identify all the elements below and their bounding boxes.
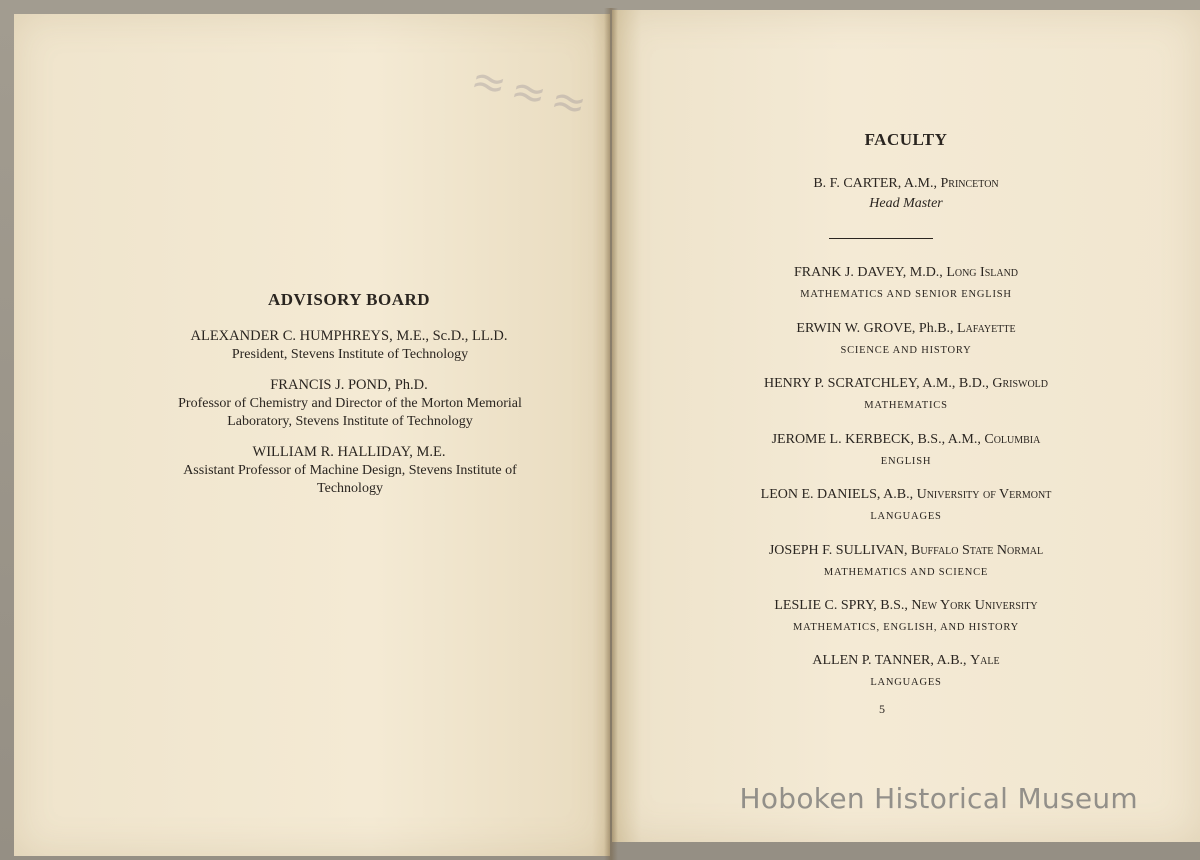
faculty-name: JEROME L. KERBECK, B.S., A.M., Columbia bbox=[771, 432, 1041, 447]
faculty-subject: MATHEMATICS bbox=[864, 400, 948, 411]
divider-rule bbox=[829, 238, 933, 239]
member-name: ALEXANDER C. HUMPHREYS, M.E., Sc.D., LL.D. bbox=[190, 328, 508, 344]
head-master-name: B. F. CARTER, A.M., Princeton bbox=[813, 176, 999, 191]
member-description: Laboratory, Stevens Institute of Technology bbox=[227, 414, 473, 429]
page-number: 5 bbox=[879, 702, 885, 716]
member-description: Assistant Professor of Machine Design, Stevens Institute of bbox=[183, 463, 517, 478]
faculty-subject: MATHEMATICS AND SENIOR ENGLISH bbox=[800, 289, 1012, 300]
faculty-subject: LANGUAGES bbox=[870, 511, 942, 522]
advisory-board-title: ADVISORY BOARD bbox=[267, 290, 431, 309]
museum-watermark: Hoboken Historical Museum bbox=[739, 782, 1138, 815]
faculty-subject: SCIENCE AND HISTORY bbox=[840, 345, 972, 356]
faculty-name: LEON E. DANIELS, A.B., University of Vermont bbox=[760, 487, 1052, 502]
member-description: Professor of Chemistry and Director of the Morton Memorial bbox=[178, 396, 522, 411]
faculty-name: FRANK J. DAVEY, M.D., Long Island bbox=[793, 265, 1019, 280]
member-name: FRANCIS J. POND, Ph.D. bbox=[270, 377, 428, 393]
member-description: Technology bbox=[317, 481, 383, 496]
faculty-title: FACULTY bbox=[864, 130, 948, 149]
head-master-role: Head Master bbox=[869, 196, 943, 211]
left-page bbox=[14, 14, 610, 856]
member-name: WILLIAM R. HALLIDAY, M.E. bbox=[252, 444, 446, 460]
faculty-subject: MATHEMATICS AND SCIENCE bbox=[823, 567, 989, 578]
faculty-name: ERWIN W. GROVE, Ph.B., Lafayette bbox=[796, 321, 1016, 336]
pencil-marking: ≈≈≈ bbox=[465, 53, 598, 132]
faculty-subject: ENGLISH bbox=[880, 456, 932, 467]
faculty-name: HENRY P. SCRATCHLEY, A.M., B.D., Griswold bbox=[764, 376, 1048, 391]
faculty-name: ALLEN P. TANNER, A.B., Yale bbox=[812, 653, 1000, 668]
faculty-subject: MATHEMATICS, ENGLISH, AND HISTORY bbox=[792, 622, 1019, 633]
faculty-name: JOSEPH F. SULLIVAN, Buffalo State Normal bbox=[768, 543, 1044, 558]
faculty-name: LESLIE C. SPRY, B.S., New York University bbox=[774, 598, 1038, 613]
member-description: President, Stevens Institute of Technology bbox=[231, 347, 469, 362]
faculty-subject: LANGUAGES bbox=[870, 677, 942, 688]
